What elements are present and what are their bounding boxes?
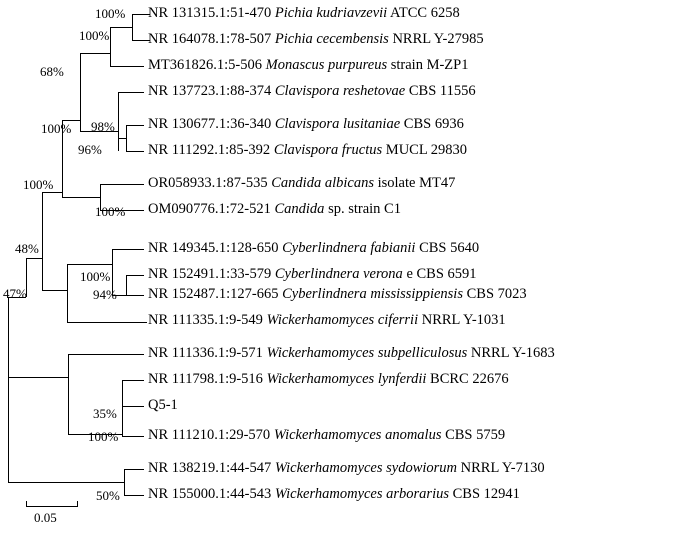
taxon-species-name: Pichia kudriavzevii [271,5,388,21]
bootstrap-support-value: 98% [91,119,115,134]
taxon-accession: NR 152491.1:33-579 [148,266,272,282]
tree-branch [124,469,144,470]
taxon-strain: NRRL Y-7130 [457,460,545,476]
taxon-strain: CBS 7023 [462,286,527,302]
taxon-species-name: Cyberlindnera fabianii [278,240,416,256]
taxon-species-name: Clavispora fructus [270,142,383,158]
tree-branch [62,197,100,198]
tree-branch [110,27,111,66]
bootstrap-support-value: 96% [78,142,102,157]
taxon-strain: CBS 5759 [441,427,506,443]
taxon-label [148,345,555,361]
taxon-label [148,175,455,191]
taxon-accession: NR 152487.1:127-665 [148,286,279,302]
taxon-label [148,5,460,21]
bootstrap-support-value: 50% [96,488,120,503]
bootstrap-support-value: 100% [95,204,126,219]
tree-branch [8,482,26,483]
taxon-accession: NR 111210.1:29-570 [148,427,271,443]
taxon-strain: CBS 6936 [400,116,464,132]
taxon-species-name: Wickerhamomyces ciferrii [262,312,419,328]
tree-branch [80,53,110,54]
taxon-strain: sp. strain C1 [324,201,401,217]
taxon-label [148,116,464,132]
bootstrap-support-value: 68% [40,64,64,79]
taxon-strain: CBS 12941 [449,486,520,502]
taxon-strain: ATCC 6258 [387,5,460,21]
taxon-accession: NR 111798.1:9-516 [148,371,263,387]
taxon-species-name: Wickerhamomyces anomalus [270,427,442,443]
tree-branch [42,192,62,193]
taxon-label [148,31,484,47]
tree-branch [112,249,144,250]
tree-branch [118,138,126,139]
taxon-accession: NR 138219.1:44-547 [148,460,272,476]
scale-bar-tick-left [26,501,27,507]
taxon-label [148,460,545,476]
taxon-species-name: Pichia cecembensis [271,31,389,47]
tree-branch [42,192,43,290]
taxon-species-name: Wickerhamomyces sydowiorum [271,460,458,476]
tree-branch [118,92,144,93]
tree-branch [8,297,9,377]
tree-branch [126,151,144,152]
taxon-label [148,57,468,73]
bootstrap-support-value: 100% [79,28,110,43]
tree-branch [124,469,125,495]
tree-branch [122,380,123,406]
taxon-label [148,286,527,302]
taxon-species-name: Cyberlindnera mississippiensis [278,286,463,302]
tree-branch [67,322,147,323]
tree-branch [110,66,144,67]
taxon-strain: NRRL Y-1683 [467,345,555,361]
taxon-accession: OR058933.1:87-535 [148,175,268,191]
tree-branch [126,125,144,126]
taxon-label [148,240,479,256]
tree-branch [67,264,112,265]
taxon-accession: Q5-1 [148,397,178,413]
scale-bar-tick-right [77,501,78,507]
taxon-species-name: Wickerhamomyces arborarius [271,486,449,502]
taxon-accession: MT361826.1:5-506 [148,57,262,73]
taxon-label [148,486,520,502]
tree-branch [126,275,144,276]
taxon-label [148,397,178,413]
taxon-strain: NRRL Y-27985 [388,31,484,47]
bootstrap-support-value: 100% [88,429,119,444]
tree-branch [126,125,127,151]
taxon-species-name: Clavispora reshetovae [271,83,406,99]
taxon-label [148,83,476,99]
tree-branch [100,184,144,185]
taxon-species-name: Monascus purpureus [261,57,388,73]
bootstrap-support-value: 100% [80,269,111,284]
taxon-strain: NRRL Y-1031 [418,312,506,328]
taxon-strain: MUCL 29830 [382,142,468,158]
tree-branch [126,275,127,295]
tree-branch [42,290,67,291]
taxon-species-name: Cyberlindnera verona [271,266,403,282]
taxon-strain: CBS 5640 [415,240,480,256]
bootstrap-support-value: 100% [23,177,54,192]
tree-branch [67,264,68,322]
scale-bar-label: 0.05 [34,510,57,525]
tree-branch [26,482,124,483]
tree-branch [68,354,69,434]
taxon-accession: NR 111335.1:9-549 [148,312,263,328]
tree-branch [26,258,42,259]
bootstrap-support-value: 47% [3,286,27,301]
taxon-accession: NR 149345.1:128-650 [148,240,279,256]
taxon-accession: OM090776.1:72-521 [148,201,271,217]
bootstrap-support-value: 48% [15,241,39,256]
tree-branch [122,406,123,436]
scale-bar-line [26,506,78,507]
taxon-label [148,201,401,217]
tree-branch [132,14,133,40]
taxon-strain: strain M-ZP1 [387,57,469,73]
bootstrap-support-value: 35% [93,406,117,421]
taxon-label [148,371,509,387]
taxon-strain: e CBS 6591 [402,266,477,282]
taxon-strain: BCRC 22676 [426,371,509,387]
taxon-accession: NR 137723.1:88-374 [148,83,272,99]
tree-branch [122,406,144,407]
taxon-strain: CBS 11556 [405,83,476,99]
tree-branch [126,295,144,296]
tree-branch [118,92,119,151]
bootstrap-support-value: 100% [41,121,72,136]
taxon-species-name: Clavispora lusitaniae [271,116,401,132]
taxon-label [148,427,505,443]
tree-branch [8,377,9,482]
taxon-accession: NR 111336.1:9-571 [148,345,263,361]
taxon-species-name: Wickerhamomyces lynferdii [262,371,427,387]
tree-branch [26,377,68,378]
bootstrap-support-value: 100% [95,6,126,21]
taxon-label [148,266,477,282]
taxon-species-name: Candida albicans [267,175,374,191]
tree-branch [68,354,144,355]
taxon-accession: NR 155000.1:44-543 [148,486,272,502]
tree-branch [110,27,132,28]
taxon-species-name: Wickerhamomyces subpelliculosus [262,345,468,361]
taxon-strain: isolate MT47 [373,175,456,191]
tree-branch [124,495,144,496]
taxon-accession: NR 130677.1:36-340 [148,116,272,132]
tree-branch [122,380,144,381]
taxon-label [148,312,506,328]
taxon-accession: NR 131315.1:51-470 [148,5,272,21]
taxon-accession: NR 164078.1:78-507 [148,31,272,47]
taxon-label [148,142,467,158]
tree-branch [8,377,26,378]
bootstrap-support-value: 94% [93,287,117,302]
taxon-species-name: Candida [270,201,325,217]
tree-branch [122,436,144,437]
tree-branch [80,53,81,131]
taxon-accession: NR 111292.1:85-392 [148,142,271,158]
